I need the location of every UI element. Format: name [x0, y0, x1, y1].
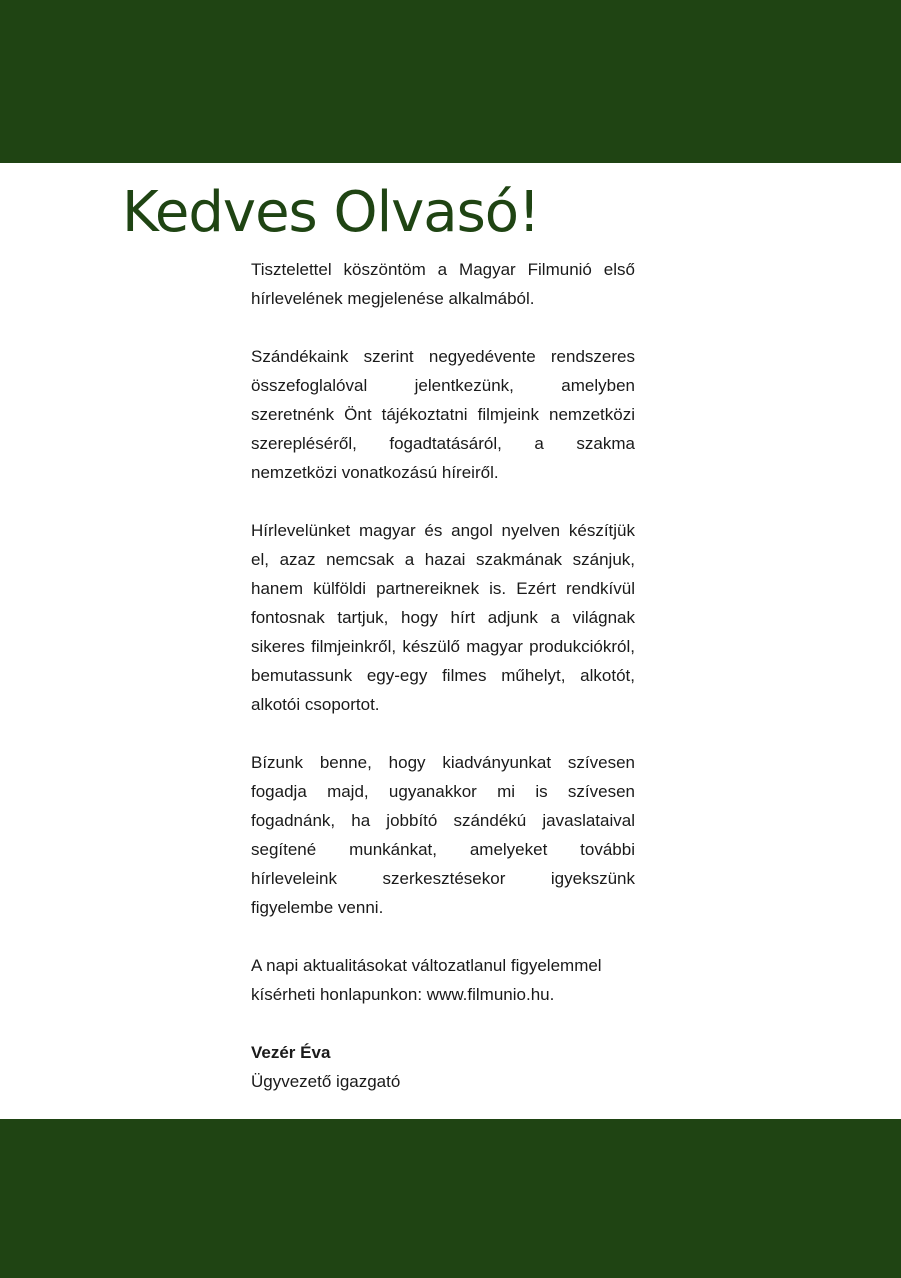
paragraph-intentions: Szándékaink szerint negyedévente rendszeres összefoglalóval jelentkezünk, amelyben szeretnénk Önt tájékoztatni filmjeink nemzetközi szerepléséről, fogadtatásáról, a szakma nemzetközi vonatkozású híreiről. [251, 347, 635, 482]
paragraph-languages: Hírlevelünket magyar és angol nyelven készítjük el, azaz nemcsak a hazai szakmának szánjuk, hanem külföldi partnereiknek is. Ezért rendkívül fontosnak tartjuk, hogy hírt adjunk a világnak sikeres filmjeinkről, készülő magyar produkciókról, bemutassunk egy-egy filmes műhelyt, alkotót, alkotói csoportot. [251, 521, 635, 714]
signature-name: Vezér Éva [251, 1043, 331, 1062]
top-green-band [0, 0, 901, 163]
signature-block [251, 1038, 635, 1096]
paragraph-feedback: Bízunk benne, hogy kiadványunkat szívesen fogadja majd, ugyanakkor mi is szívesen fogadnánk, ha jobbító szándékú javaslataival segítené munkánkat, amelyeket további hírleveleink szerkesztésekor igyekszünk figyelembe venni. [251, 753, 635, 917]
bottom-green-band [0, 1119, 901, 1278]
signature-role: Ügyvezető igazgató [251, 1072, 401, 1091]
page-title: Kedves Olvasó! [122, 180, 540, 245]
paragraph-greeting: Tisztelettel köszöntöm a Magyar Filmunió első hírlevelének megjelenése alkalmából. [251, 260, 635, 308]
paragraph-website: A napi aktualitásokat változatlanul figyelemmel kísérheti honlapunkon: www.filmunio.hu. [251, 956, 602, 1004]
letter-body [251, 255, 635, 1096]
